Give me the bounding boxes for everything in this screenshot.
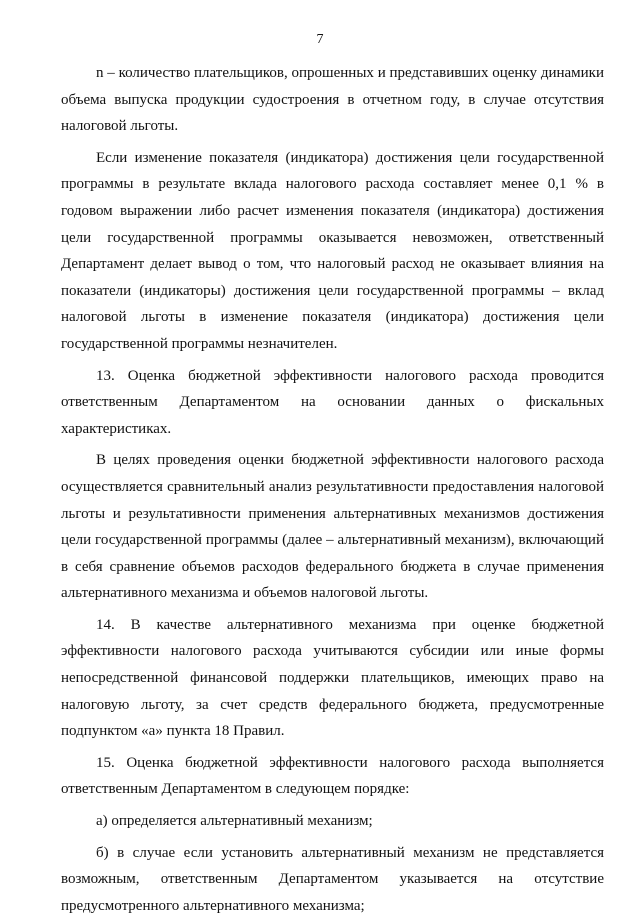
- page-number: 7: [316, 32, 324, 47]
- paragraph-item-14: 14. В качестве альтернативного механизма при оценке бюджетной эффективности налогового расхода учитываются субсидии или иные формы непосредственной финансовой поддержки плательщиков, имеющих право на налоговую льготу, за счет средств федерального бюджета, предусмотренные подпунктом «а» пункта 18 Правил.: [61, 616, 604, 740]
- paragraph-item-13: 13. Оценка бюджетной эффективности налогового расхода проводится ответственным Департаментом на основании данных о фискальных характеристиках.: [61, 367, 604, 437]
- paragraph-comparative-analysis: В целях проведения оценки бюджетной эффективности налогового расхода осуществляется сравнительный анализ результативности предоставления налоговой льготы и результативности применения альтернативных механизмов достижения цели государственной программы (далее – альтернативный механизм), включающий в себя сравнение объемов расходов федерального бюджета в случае применения альтернативного механизма и объемов налоговой льготы.: [61, 452, 604, 602]
- paragraph-n-definition: n – количество плательщиков, опрошенных и представивших оценку динамики объема выпуска продукции судостроения в отчетном году, в случае отсутствия налоговой льготы.: [61, 65, 604, 135]
- paragraph-item-15: 15. Оценка бюджетной эффективности налогового расхода выполняется ответственным Департаментом в следующем порядке:: [61, 754, 604, 798]
- paragraph-subitem-b: б) в случае если установить альтернативный механизм не представляется возможным, ответственным Департаментом указывается на отсутствие предусмотренного альтернативного механизма;: [61, 844, 604, 914]
- document-body: [61, 60, 604, 919]
- paragraph-subitem-a: а) определяется альтернативный механизм;: [96, 813, 373, 830]
- paragraph-indicator-conclusion: Если изменение показателя (индикатора) достижения цели государственной программы в результате вклада налогового расхода составляет менее 0,1 % в годовом выражении либо расчет изменения показателя (индикатора) достижения цели государственной программы оказывается невозможен, ответственный Департамент делает вывод о том, что налоговый расход не оказывает влияния на показатели (индикаторы) достижения цели государственной программы – вклад налоговой льготы в изменение показателя (индикатора) достижения цели государственной программы незначителен.: [61, 149, 604, 352]
